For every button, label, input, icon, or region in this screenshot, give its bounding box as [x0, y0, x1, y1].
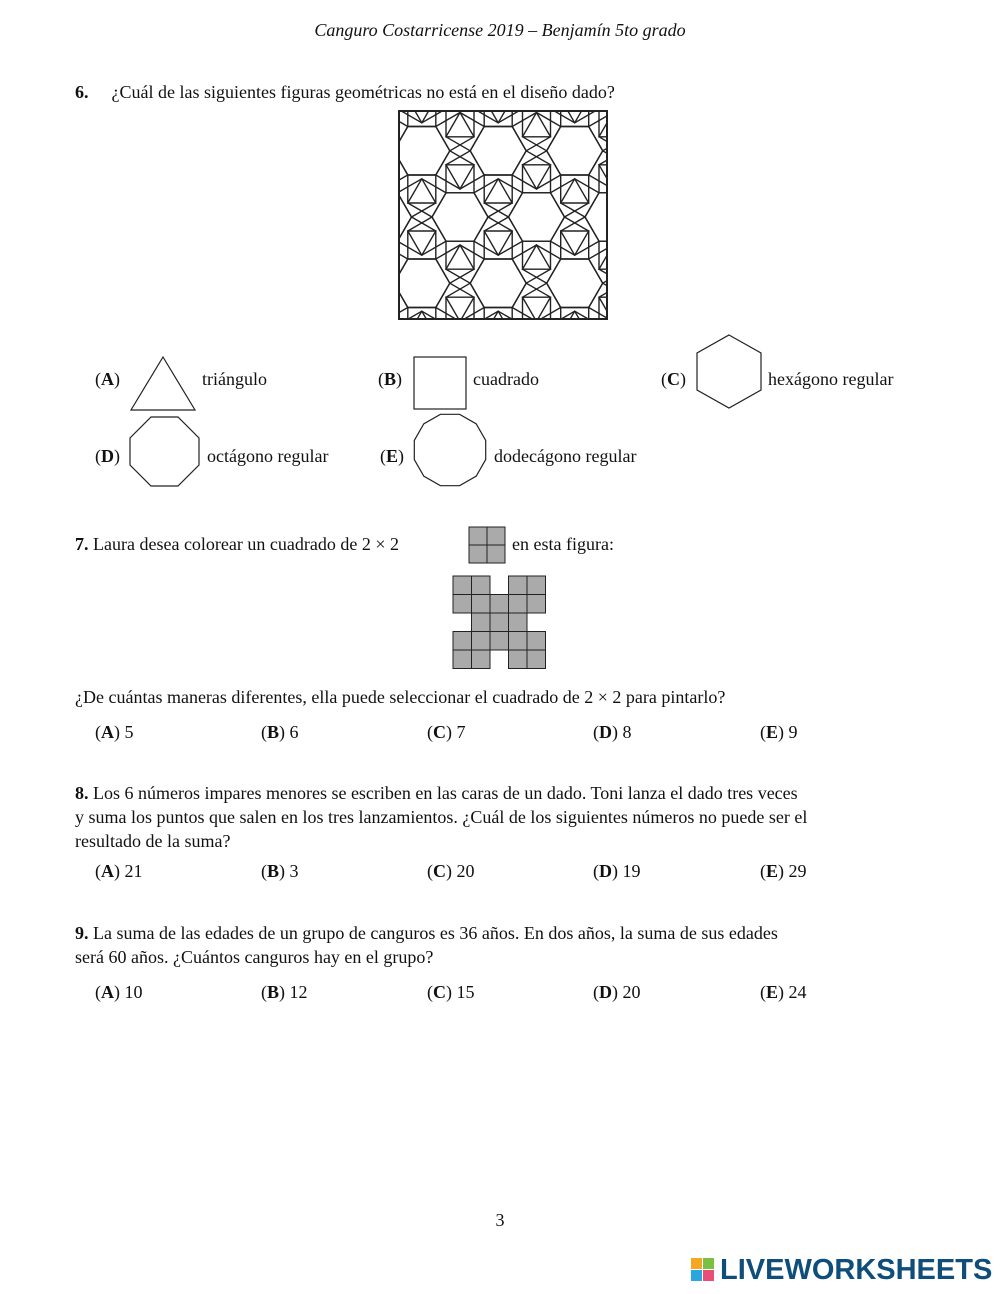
- tiling-edge: [665, 113, 703, 151]
- tiling-edge: [446, 245, 484, 283]
- grid-cell: [527, 576, 546, 595]
- q8-option-d[interactable]: (D) 19: [593, 861, 641, 881]
- page-number: 3: [495, 1210, 505, 1230]
- grid-cell: [472, 650, 491, 669]
- tiling-edge: [484, 217, 522, 255]
- q9-option-a[interactable]: (A) 10: [95, 982, 143, 1002]
- tiling-edge: [637, 231, 665, 259]
- q8-option-a[interactable]: (A) 21: [95, 861, 143, 881]
- tiling-edge: [599, 283, 637, 321]
- question-number: 7.: [75, 534, 89, 554]
- tiling-edge: [331, 231, 359, 259]
- tiling-edge: [470, 259, 526, 308]
- tiling-edge: [484, 311, 522, 349]
- tiling-edge: [331, 179, 369, 217]
- tiling-edge: [317, 259, 373, 308]
- tiling-edge: [484, 46, 522, 84]
- question-8-line-3: resultado de la suma?: [75, 831, 231, 851]
- grid-cell: [509, 632, 528, 651]
- tiling-edge: [561, 311, 599, 349]
- grid-cell: [472, 595, 491, 614]
- question-text-after: en esta figura:: [512, 534, 614, 554]
- tiling-edge: [523, 151, 561, 189]
- grid-figure: [452, 575, 548, 671]
- tiling-edge: [370, 245, 408, 283]
- tiling-edge: [509, 193, 565, 241]
- tiling-edge: [484, 179, 522, 217]
- tiling-edge: [512, 113, 550, 151]
- tiling-edge: [356, 193, 412, 241]
- tiling-edge: [627, 311, 665, 349]
- tiling-edge: [561, 350, 599, 388]
- tiling-edge: [637, 99, 665, 127]
- q9-option-c[interactable]: (C) 15: [427, 982, 475, 1002]
- dodecagon-shape: [412, 412, 490, 490]
- tiling-edge: [446, 297, 474, 325]
- grid-cell: [490, 613, 509, 632]
- tiling-edge: [627, 217, 665, 255]
- question-9: [75, 921, 930, 969]
- q8-option-c[interactable]: (C) 20: [427, 861, 475, 881]
- question-8: [75, 781, 930, 853]
- tiling-edge: [599, 113, 637, 151]
- tiling-edge: [561, 46, 599, 84]
- tiling-edge: [474, 217, 512, 255]
- tiling-edge: [370, 241, 398, 269]
- grid-cell: [490, 595, 509, 614]
- question-8-line-1: 8. Los 6 números impares menores se escriben en las caras de un dado. Toni lanza el dado tres veces: [75, 783, 798, 803]
- tiling-edge: [293, 113, 331, 151]
- tiling-edge: [408, 217, 446, 255]
- tiling-edge: [474, 46, 512, 84]
- logo-badge-icon: [690, 1257, 716, 1283]
- tiling-edge: [512, 151, 550, 189]
- tiling-edge: [627, 46, 665, 84]
- tiling-edge: [551, 217, 589, 255]
- grid-cell: [509, 595, 528, 614]
- question-number: 6.: [75, 82, 89, 102]
- tiling-edge: [599, 245, 637, 283]
- tiling-edge: [359, 113, 397, 151]
- tiling-edge: [331, 308, 359, 336]
- q8-option-e[interactable]: (E) 29: [760, 861, 807, 881]
- tiling-edge: [436, 113, 474, 151]
- tiling-edge: [370, 297, 398, 325]
- tiling-edge: [317, 127, 373, 176]
- tiling-edge: [293, 151, 331, 189]
- tiling-edge: [359, 245, 397, 283]
- question-7: [75, 532, 399, 556]
- tiling-edge: [599, 165, 627, 193]
- tiling-edge: [474, 311, 512, 349]
- tiling-edge: [370, 151, 408, 189]
- tiling-edge: [370, 109, 398, 137]
- running-header: Canguro Costarricense 2019 – Benjamín 5to grado: [314, 20, 686, 40]
- tiling-edge: [523, 113, 561, 151]
- tiling-edge: [637, 308, 665, 336]
- tiling-edge: [665, 245, 703, 283]
- tiling-edge: [446, 283, 484, 321]
- q7-option-e[interactable]: (E) 9: [760, 722, 798, 742]
- tiling-edge: [599, 241, 627, 269]
- option-c-letter[interactable]: (C): [661, 369, 686, 389]
- tiling-edge: [394, 127, 450, 176]
- grid-cell: [490, 632, 509, 651]
- tiling-figure: [399, 111, 607, 319]
- tiling-edge: [551, 179, 589, 217]
- tiling-edge: [331, 350, 369, 388]
- grid-cell: [509, 613, 528, 632]
- tiling-edge: [509, 325, 565, 374]
- tiling-edge: [599, 151, 637, 189]
- tiling-edge: [370, 113, 408, 151]
- grid-cell: [472, 576, 491, 595]
- tiling-edge: [637, 175, 665, 203]
- option-a-label: triángulo: [202, 369, 267, 389]
- tiling-edge: [627, 179, 665, 217]
- tiling-edge: [512, 283, 550, 321]
- tiling-edge: [547, 259, 603, 308]
- liveworksheets-logo[interactable]: [690, 1250, 992, 1290]
- question-9-line-2: será 60 años. ¿Cuántos canguros hay en el grupo?: [75, 947, 434, 967]
- q9-option-e[interactable]: (E) 24: [760, 982, 807, 1002]
- q9-option-b[interactable]: (B) 12: [261, 982, 308, 1002]
- tiling-edge: [331, 311, 369, 349]
- tiling-edge: [359, 283, 397, 321]
- tiling-edge: [665, 151, 703, 189]
- option-d-letter[interactable]: (D): [95, 446, 120, 466]
- option-c-label: hexágono regular: [768, 369, 894, 389]
- tiling-edge: [436, 151, 474, 189]
- tiling-edge: [561, 179, 599, 217]
- grid-cell: [509, 576, 528, 595]
- option-b-label: cuadrado: [473, 369, 539, 389]
- tiling-edge: [356, 325, 412, 374]
- question-8-line-2: y suma los puntos que salen en los tres lanzamientos. ¿Cuál de los siguientes números no puede ser el: [75, 807, 808, 827]
- tiling-edge: [293, 283, 331, 321]
- tiling-edge: [398, 311, 436, 349]
- q9-option-d[interactable]: (D) 20: [593, 982, 641, 1002]
- question-9-line-1: 9. La suma de las edades de un grupo de canguros es 36 años. En dos años, la suma de sus edades: [75, 923, 778, 943]
- grid-cell: [453, 595, 472, 614]
- grid-cell: [527, 650, 546, 669]
- grid-cell: [509, 650, 528, 669]
- grid-cell: [527, 632, 546, 651]
- grid-cell: [472, 632, 491, 651]
- tiling-edge: [551, 46, 589, 84]
- tiling-edge: [623, 259, 679, 308]
- q8-option-b[interactable]: (B) 3: [261, 861, 299, 881]
- q7-option-b[interactable]: (B) 6: [261, 722, 299, 742]
- octagon-shape: [129, 416, 201, 488]
- tiling-edge: [408, 311, 446, 349]
- triangle-shape: [128, 355, 198, 413]
- tiling-edge: [547, 127, 603, 176]
- question-text-before: Laura desea colorear un cuadrado de 2 × 2: [93, 534, 399, 554]
- tiling-edge: [359, 151, 397, 189]
- grid-cell: [453, 576, 472, 595]
- tiling-edge: [585, 193, 641, 241]
- option-a-letter[interactable]: (A): [95, 369, 120, 389]
- tiling-edge: [585, 325, 641, 374]
- tiling-edge: [398, 217, 436, 255]
- tiling-edge: [561, 217, 599, 255]
- tiling-edge: [665, 283, 703, 321]
- logo-text: LIVEWORKSHEETS: [720, 1253, 993, 1286]
- grid-cell: [453, 632, 472, 651]
- tiling-edge: [599, 374, 627, 402]
- option-d-label: octágono regular: [207, 446, 329, 466]
- tiling-edge: [523, 283, 561, 321]
- option-b-letter[interactable]: (B): [378, 369, 403, 389]
- tiling-edge: [599, 109, 627, 137]
- tiling-edge: [446, 113, 484, 151]
- tiling-edge: [398, 179, 436, 217]
- tiling-edge: [599, 297, 627, 325]
- hexagon-shape: [695, 334, 763, 410]
- square-shape: [413, 356, 469, 412]
- tiling-edge: [394, 259, 450, 308]
- option-e-label: dodecágono regular: [494, 446, 637, 466]
- q7-option-d[interactable]: (D) 8: [593, 722, 632, 742]
- tiling-edge: [408, 179, 446, 217]
- tiling-edge: [408, 46, 446, 84]
- tiling-edge: [470, 127, 526, 176]
- tiling-edge: [398, 46, 436, 84]
- tiling-edge: [523, 297, 551, 325]
- tiling-edge: [331, 217, 369, 255]
- question-text: ¿Cuál de las siguientes figuras geométricas no está en el diseño dado?: [111, 82, 615, 102]
- tiling-edge: [623, 127, 679, 176]
- grid-cell: [453, 650, 472, 669]
- tiling-edge: [474, 179, 512, 217]
- tiling-edge: [627, 350, 665, 388]
- tiling-edge: [523, 245, 561, 283]
- q7-option-a[interactable]: (A) 5: [95, 722, 134, 742]
- tiling-edge: [436, 245, 474, 283]
- question-7-prompt: ¿De cuántas maneras diferentes, ella puede seleccionar el cuadrado de 2 × 2 para pintarlo?: [75, 687, 726, 707]
- tiling-edge: [331, 46, 369, 84]
- tiling-edge: [627, 85, 665, 123]
- question-6: [75, 80, 615, 104]
- tiling-edge: [331, 175, 359, 203]
- tiling-edge: [293, 245, 331, 283]
- tiling-edge: [432, 193, 488, 241]
- grid-cell: [472, 613, 491, 632]
- tiling-edge: [551, 350, 589, 388]
- tiling-edge: [370, 165, 398, 193]
- q7-option-c[interactable]: (C) 7: [427, 722, 466, 742]
- tiling-edge: [446, 151, 484, 189]
- two-by-two-square-icon: [468, 526, 508, 566]
- grid-cell: [527, 595, 546, 614]
- tiling-edge: [370, 283, 408, 321]
- tiling-edge: [436, 283, 474, 321]
- option-e-letter[interactable]: (E): [380, 446, 405, 466]
- tiling-edge: [512, 245, 550, 283]
- tiling-edge: [551, 311, 589, 349]
